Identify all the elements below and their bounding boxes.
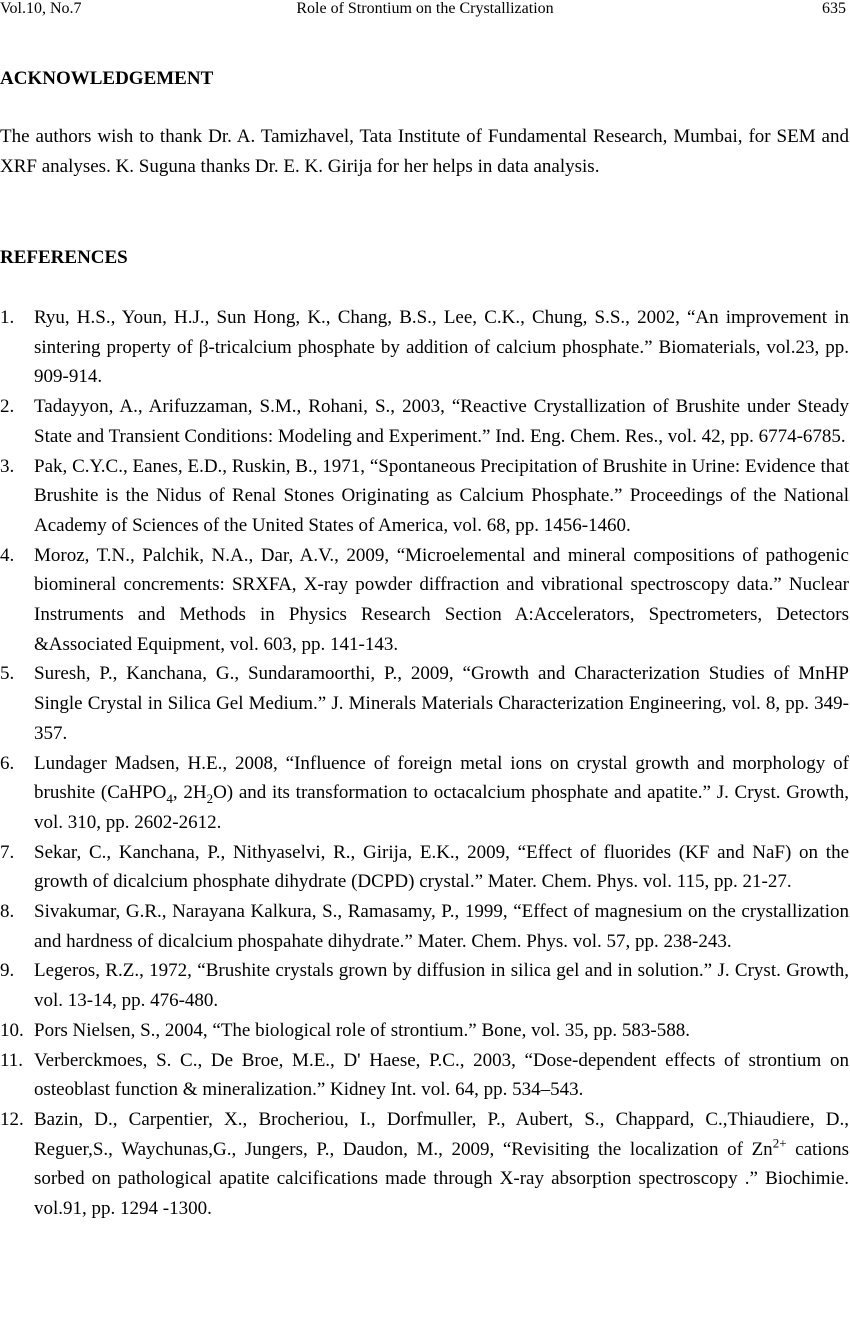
reference-item-1 <box>0 303 849 392</box>
reference-number: 3. <box>0 455 15 477</box>
reference-text: Moroz, T.N., Palchik, N.A., Dar, A.V., 2009, “Microelemental and mineral compositions of pathogenic biomineral concrements: SRXFA, X-ray powder diffraction and vibrational spectroscopy data.” Nuclear Instruments and Methods in Physics Research Section A:Accelerators, Spectrometers, Detectors &Associated Equipment, vol. 603, pp. 141-143. <box>34 544 849 655</box>
reference-text: Suresh, P., Kanchana, G., Sundaramoorthi, P., 2009, “Growth and Characterization Studies of MnHP Single Crystal in Silica Gel Medium.” J. Minerals Materials Characterization Engineering, vol. 8, pp. 349-357. <box>34 663 849 744</box>
reference-text-part: Bazin, D., Carpentier, X., Brocheriou, I., Dorfmuller, P., Aubert, S., Chappard, C.,Thiaudiere, D., Reguer,S., Waychunas,G., Jungers, P., Daudon, M., 2009, “Revisiting the localization of Zn <box>34 1108 849 1160</box>
acknowledgement-text: The authors wish to thank Dr. A. Tamizhavel, Tata Institute of Fundamental Research, Mumbai, for SEM and XRF analyses. K. Suguna thanks Dr. E. K. Girija for her helps in data analysis. <box>0 126 849 177</box>
reference-text: Sivakumar, G.R., Narayana Kalkura, S., Ramasamy, P., 1999, “Effect of magnesium on the crystallization and hardness of dicalcium phospahate dihydrate.” Mater. Chem. Phys. vol. 57, pp. 238-243. <box>34 901 849 952</box>
page-number: 635 <box>822 0 846 17</box>
reference-item-4 <box>0 541 849 660</box>
reference-number: 1. <box>0 307 15 328</box>
reference-number: 5. <box>0 663 15 685</box>
reference-item-11 <box>0 1046 849 1105</box>
reference-text: Ryu, H.S., Youn, H.J., Sun Hong, K., Chang, B.S., Lee, C.K., Chung, S.S., 2002, “An improvement in sintering property of β-tricalcium phosphate by addition of calcium phosphate.” Biomaterials, vol.23, pp. 909-914. <box>34 307 849 388</box>
reference-item-8 <box>0 897 849 956</box>
reference-text <box>34 1105 849 1224</box>
reference-list <box>0 303 849 1224</box>
acknowledgement-heading: ACKNOWLEDGEMENT <box>0 68 214 89</box>
reference-number: 7. <box>0 841 15 863</box>
running-header <box>0 0 850 20</box>
reference-item-12 <box>0 1105 849 1224</box>
reference-item-9 <box>0 956 849 1015</box>
references-heading: REFERENCES <box>0 247 128 268</box>
subscript: 2 <box>206 791 214 807</box>
reference-number: 10. <box>0 1019 24 1041</box>
reference-text-part: O) and its transformation to octacalcium phosphate and apatite.” J. Cryst. Growth, vol. 310, pp. 2602-2612. <box>34 782 849 833</box>
reference-number: 12. <box>0 1108 24 1130</box>
reference-number: 9. <box>0 960 15 982</box>
reference-item-3 <box>0 452 849 541</box>
reference-item-6 <box>0 749 849 838</box>
reference-number: 8. <box>0 901 15 923</box>
superscript: 2+ <box>772 1135 787 1151</box>
reference-text: Verberckmoes, S. C., De Broe, M.E., D' Haese, P.C., 2003, “Dose-dependent effects of strontium on osteoblast function & mineralization.” Kidney Int. vol. 64, pp. 534–543. <box>34 1049 849 1101</box>
volume-issue: Vol.10, No.7 <box>0 0 82 17</box>
reference-text <box>34 749 849 838</box>
reference-text: Sekar, C., Kanchana, P., Nithyaselvi, R., Girija, E.K., 2009, “Effect of fluorides (KF and NaF) on the growth of dicalcium phosphate dihydrate (DCPD) crystal.” Mater. Chem. Phys. vol. 115, pp. 21-27. <box>34 841 849 893</box>
running-title: Role of Strontium on the Crystallization <box>296 0 554 17</box>
reference-text: Pors Nielsen, S., 2004, “The biological role of strontium.” Bone, vol. 35, pp. 583-588. <box>34 1019 690 1041</box>
subscript: 4 <box>166 791 173 807</box>
reference-number: 6. <box>0 752 15 774</box>
reference-item-7 <box>0 838 849 897</box>
reference-text: Pak, C.Y.C., Eanes, E.D., Ruskin, B., 1971, “Spontaneous Precipitation of Brushite in Urine: Evidence that Brushite is the Nidus of Renal Stones Originating as Calcium Phosphate.” Proceedings of the National Academy of Sciences of the United States of America, vol. 68, pp. 1456-1460. <box>34 455 849 536</box>
reference-item-5 <box>0 659 849 748</box>
reference-text-part: Lundager Madsen, H.E., 2008, “Influence of foreign metal ions on crystal growth and morphology of brushite (CaHPO <box>34 752 849 804</box>
reference-number: 4. <box>0 544 15 566</box>
reference-number: 2. <box>0 396 15 418</box>
reference-number: 11. <box>0 1049 24 1071</box>
reference-item-2 <box>0 392 849 451</box>
reference-text-part: , 2H <box>172 782 207 804</box>
reference-item-10 <box>0 1016 849 1046</box>
reference-text-part: cations sorbed on pathological apatite calcifications made through X-ray absorption spectroscopy .” Biochimie. vol.91, pp. 1294 -1300. <box>34 1138 849 1220</box>
reference-text: Legeros, R.Z., 1972, “Brushite crystals grown by diffusion in silica gel and in solution.” J. Cryst. Growth, vol. 13-14, pp. 476-480. <box>34 960 849 1012</box>
reference-text: Tadayyon, A., Arifuzzaman, S.M., Rohani, S., 2003, “Reactive Crystallization of Brushite under Steady State and Transient Conditions: Modeling and Experiment.” Ind. Eng. Chem. Res., vol. 42, pp. 6774-6785. <box>34 396 849 447</box>
